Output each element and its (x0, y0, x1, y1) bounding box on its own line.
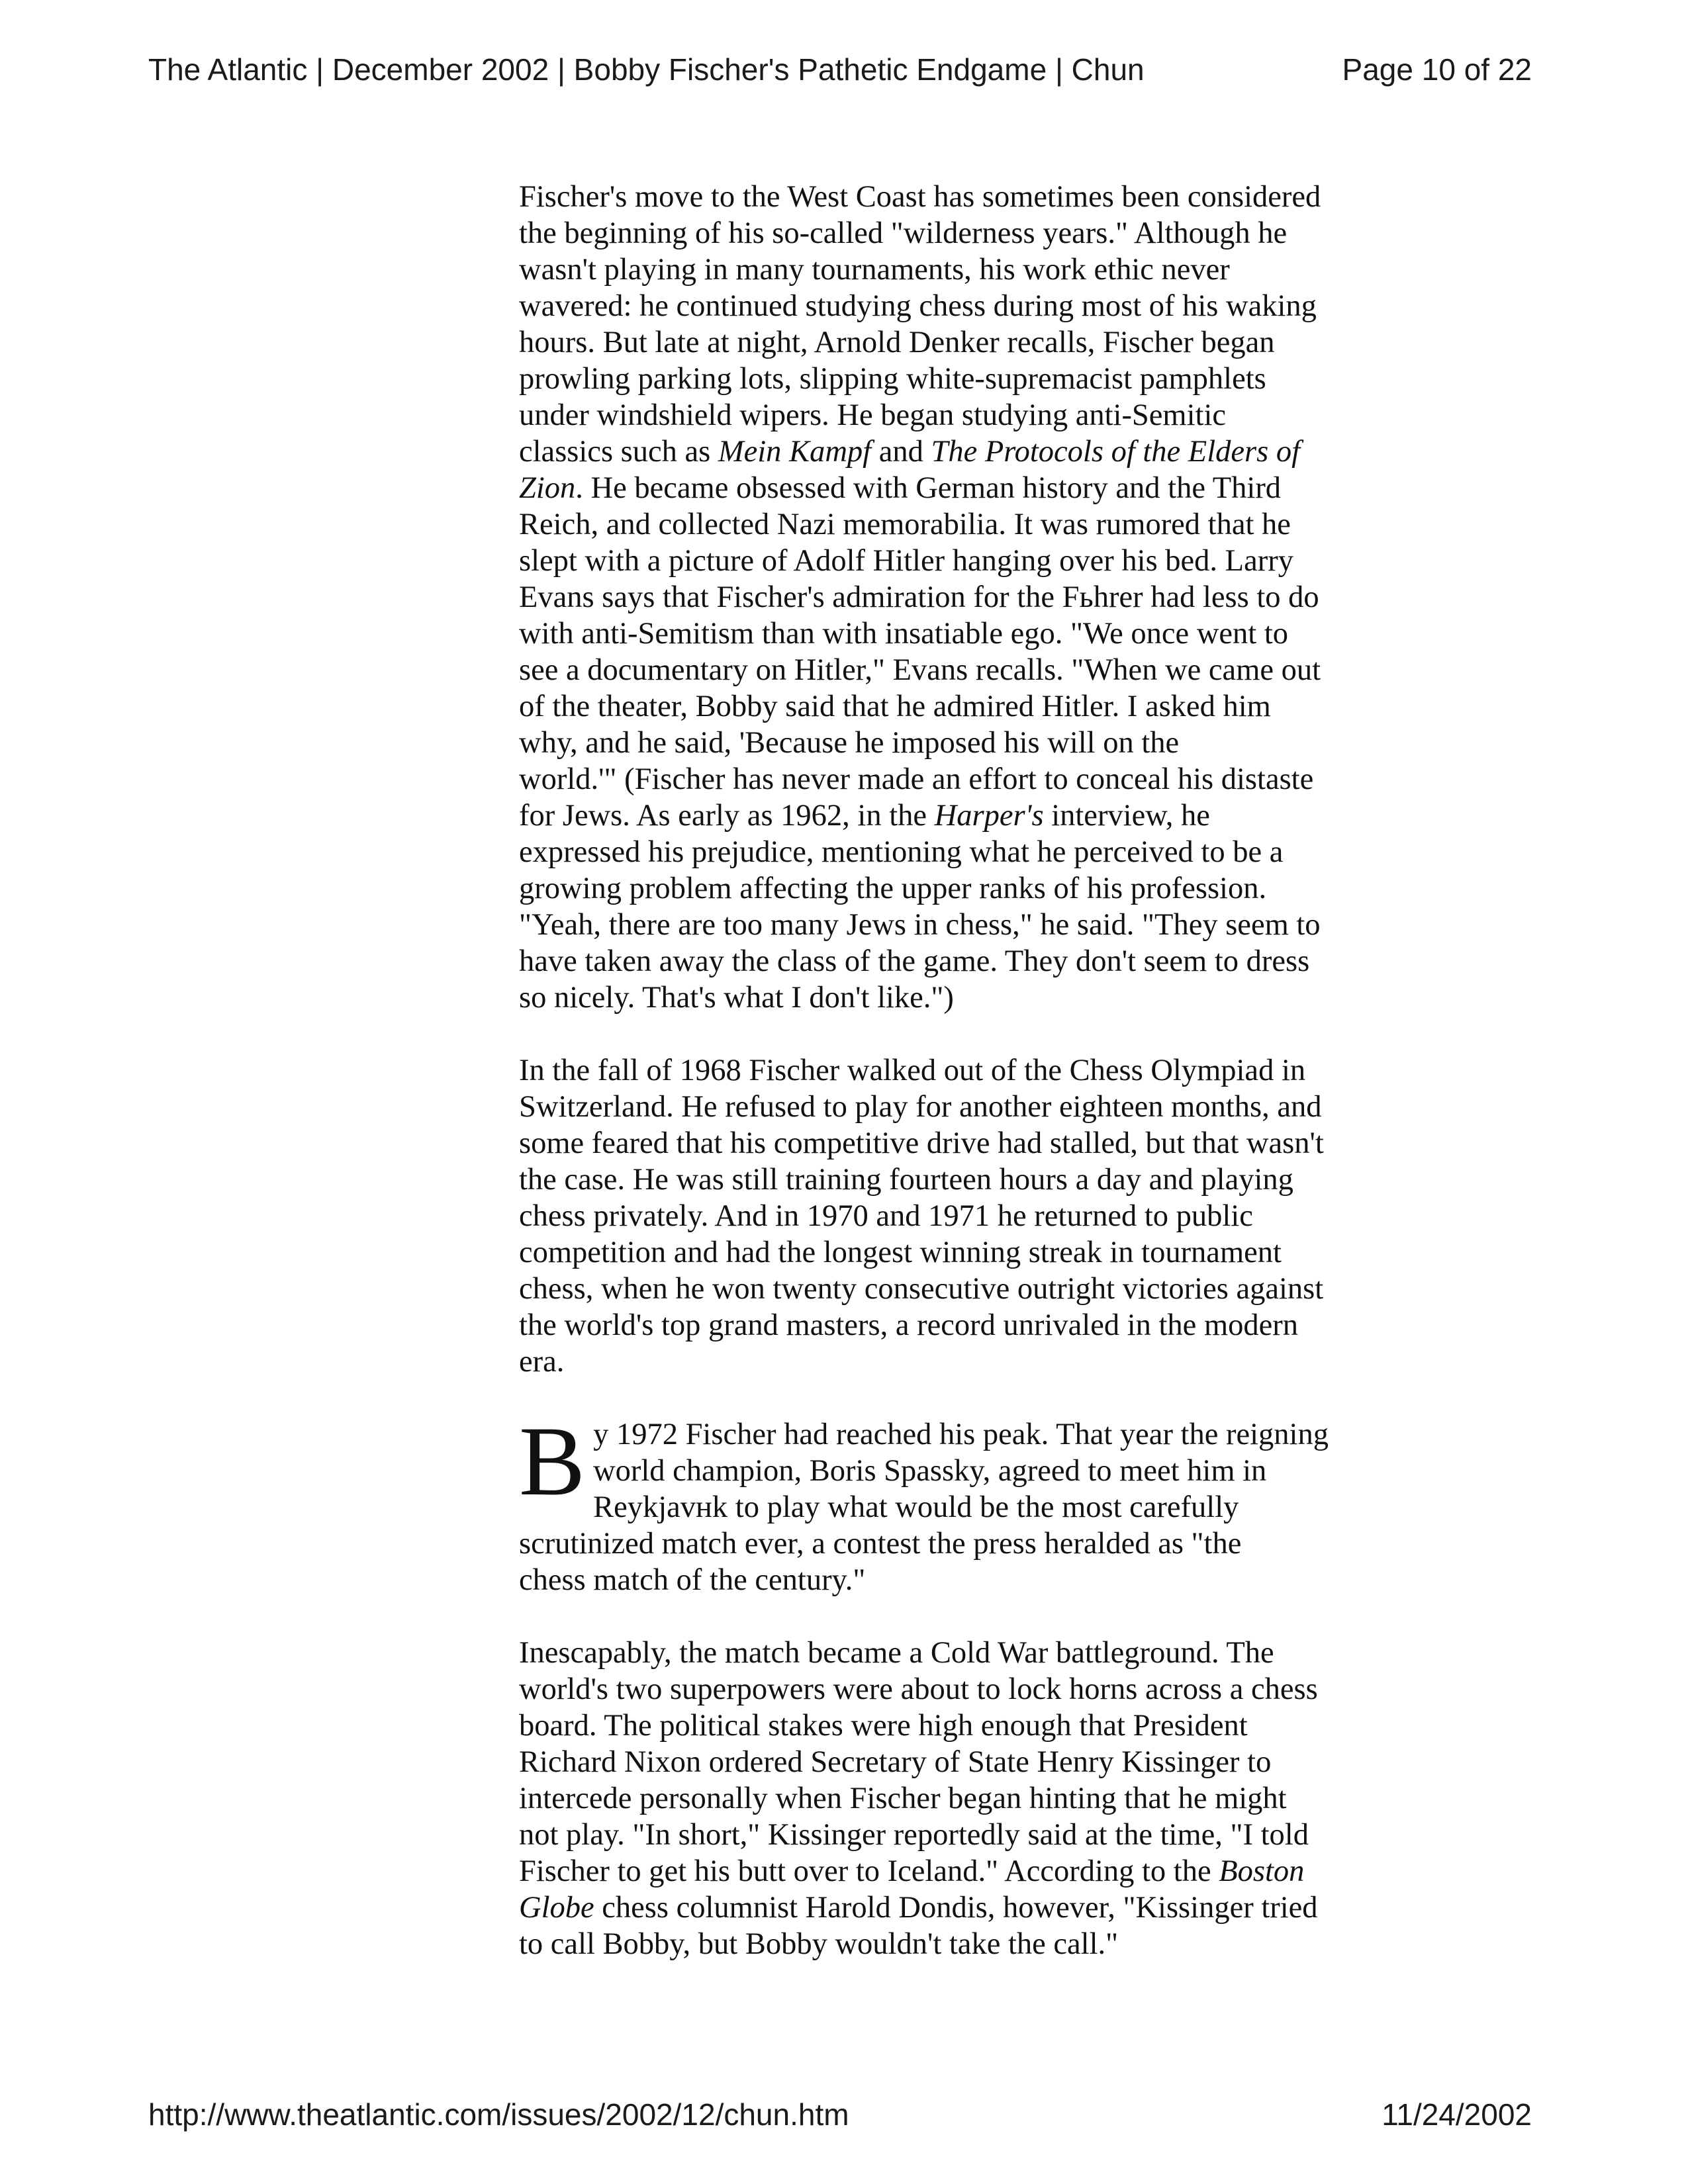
page-header-title: The Atlantic | December 2002 | Bobby Fischer's Pathetic Endgame | Chun (148, 52, 1145, 87)
page-number: Page 10 of 22 (1342, 52, 1532, 87)
paragraph-cold-war (519, 1635, 1393, 1962)
text-run: Inescapably, the match became a Cold War battleground. The world's two superpowers were about to lock horns across a chess board. The political stakes were high enough that President Richard Nixon ordered Secretary of State Henry Kissinger to intercede personally when Fischer began hinting that he might not play. "In short," Kissinger reportedly said at the time, "I told Fischer to get his butt over to Iceland." According to the (519, 1636, 1318, 1888)
text-run: interview, he expressed his prejudice, mentioning what he perceived to be a growing problem affecting the upper ranks of his profession. "Yeah, there are too many Jews in chess," he said. "They seem to have taken away the class of the game. They don't seem to dress so nicely. That's what I don't like.") (519, 799, 1321, 1015)
paragraph-1972-peak (519, 1406, 1393, 1598)
drop-cap-letter: B (519, 1406, 586, 1516)
footer-url: http://www.theatlantic.com/issues/2002/12/chun.htm (148, 2097, 849, 2132)
article-body (519, 179, 1393, 1999)
italic-title-boston-globe: Boston Globe (519, 1854, 1305, 1925)
footer-date: 11/24/2002 (1382, 2097, 1532, 2132)
text-run: chess columnist Harold Dondis, however, "Kissinger tried to call Bobby, but Bobby wouldn't take the call." (519, 1891, 1318, 1961)
text-run: y 1972 Fischer had reached his peak. That year the reigning world champion, Boris Spassky, agreed to meet him in Reykjavнk to play what would be the most carefully scrutinized match ever, a contest the press heralded as "the chess match of the century." (519, 1418, 1329, 1597)
paragraph-wilderness-years (519, 179, 1393, 1016)
text-run: Fischer's move to the West Coast has sometimes been considered the beginning of his so-called "wilderness years." Although he wasn't playing in many tournaments, his work ethic never wavered: he continued studying chess during most of his waking hours. But late at night, Arnold Denker recalls, Fischer began prowling parking lots, slipping white-supremacist pamphlets under windshield wipers. He began studying anti-Semitic classics such as (519, 180, 1321, 469)
text-run: and (871, 435, 931, 469)
italic-title-harpers: Harper's (934, 799, 1044, 833)
text-run: . He became obsessed with German history and the Third Reich, and collected Nazi memorabilia. It was rumored that he slept with a picture of Adolf Hitler hanging over his bed. Larry Evans says that Fischer's admiration for the Fьhrer had less to do with anti-Semitism than with insatiable ego. "We once went to see a documentary on Hitler," Evans recalls. "When we came out of the theater, Bobby said that he admired Hitler. I asked him why, and he said, 'Because he imposed his will on the world.'" (Fischer has never made an effort to conceal his distaste for Jews. As early as 1962, in the (519, 471, 1321, 833)
italic-title-protocols: The Protocols of the Elders of Zion (519, 435, 1300, 505)
paragraph-chess-olympiad: In the fall of 1968 Fischer walked out of the Chess Olympiad in Switzerland. He refused to play for another eighteen months, and some feared that his competitive drive had stalled, but that wasn't the case. He was still training fourteen hours a day and playing chess privately. And in 1970 and 1971 he returned to public competition and had the longest winning streak in tournament chess, when he won twenty consecutive outright victories against the world's top grand masters, a record unrivaled in the modern era. (519, 1054, 1324, 1379)
italic-title-mein-kampf: Mein Kampf (718, 435, 872, 469)
